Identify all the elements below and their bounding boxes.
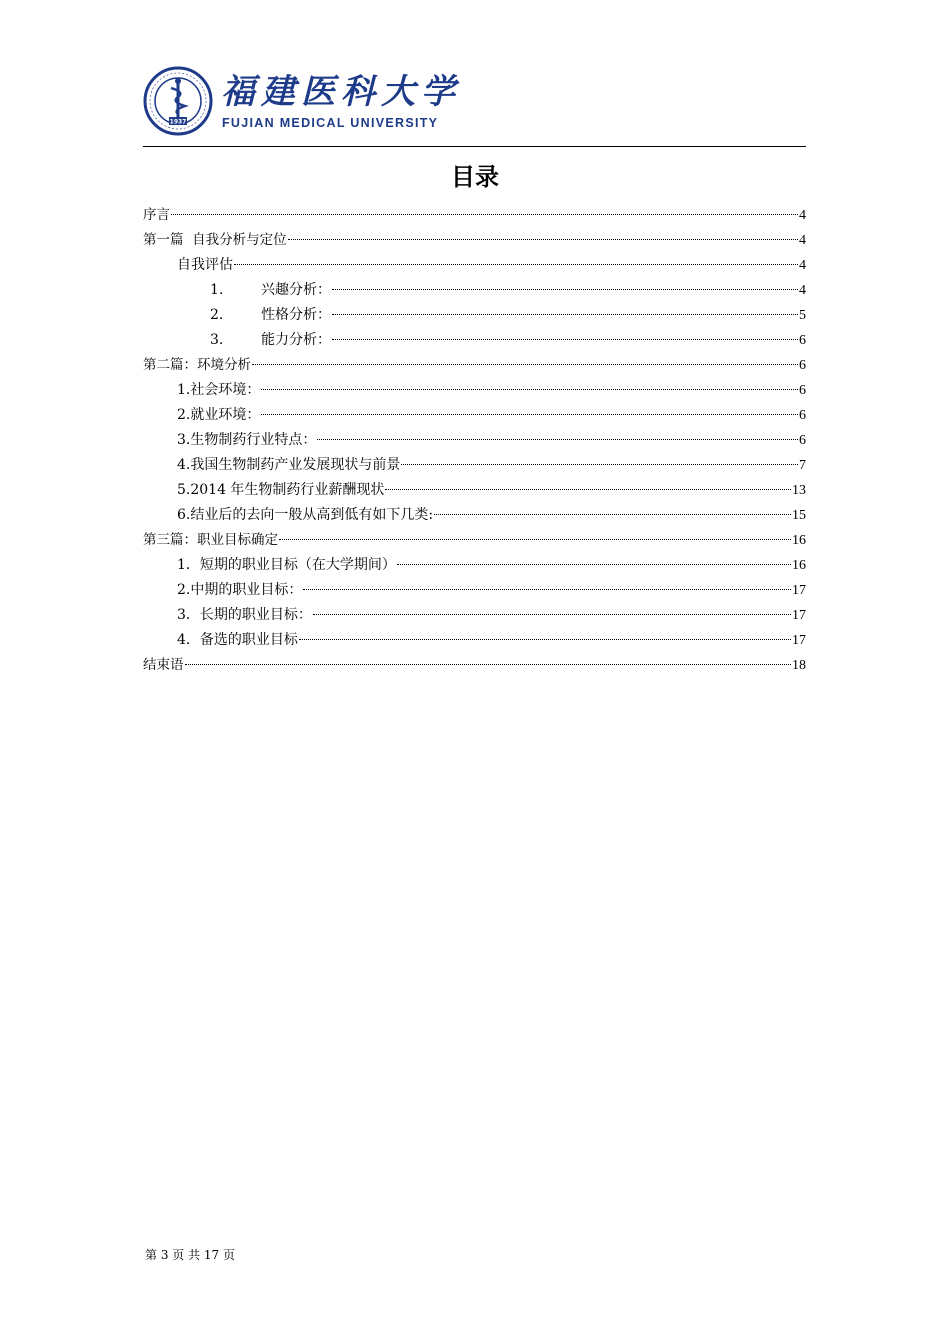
table-of-contents (143, 203, 806, 678)
toc-entry-label: 2.中期的职业目标： (177, 582, 303, 598)
dot-leader (234, 264, 798, 265)
toc-entry-number: 3. (210, 332, 224, 348)
toc-entry-page: 4 (799, 233, 806, 248)
toc-entry-page: 15 (792, 508, 806, 523)
toc-entry-label: 第一篇 自我分析与定位 (143, 232, 287, 248)
toc-entry-page: 18 (792, 658, 806, 673)
toc-entry[interactable] (143, 453, 806, 478)
toc-entry[interactable] (143, 603, 806, 628)
dot-leader (185, 664, 792, 665)
toc-entry-page: 4 (799, 283, 806, 298)
toc-entry-page: 5 (799, 308, 806, 323)
toc-entry-label: 1.社会环境： (177, 382, 261, 398)
toc-entry-label: 性格分析： (261, 307, 331, 323)
toc-entry-label: 4．备选的职业目标 (177, 632, 298, 648)
dot-leader (332, 289, 798, 290)
toc-entry-label: 4.我国生物制药产业发展现状与前景 (177, 457, 401, 473)
toc-entry-page: 6 (799, 383, 806, 398)
toc-entry-label: 自我评估 (177, 257, 233, 273)
toc-entry-label: 3.生物制药行业特点： (177, 432, 317, 448)
toc-entry-page: 4 (799, 258, 806, 273)
dot-leader (401, 464, 798, 465)
dot-leader (261, 389, 798, 390)
dot-leader (332, 339, 798, 340)
page-footer: 第 3 页 共 17 页 (145, 1248, 235, 1262)
dot-leader (434, 514, 791, 515)
toc-entry-page: 7 (799, 458, 806, 473)
toc-entry-label: 2.就业环境： (177, 407, 261, 423)
dot-leader (261, 414, 798, 415)
toc-entry-label: 第二篇：环境分析 (143, 357, 251, 373)
page-title: 目录 (451, 163, 499, 191)
dot-leader (171, 214, 798, 215)
toc-entry-page: 4 (799, 208, 806, 223)
dot-leader (313, 614, 791, 615)
toc-entry[interactable] (143, 278, 806, 303)
toc-entry[interactable] (143, 353, 806, 378)
header-divider (143, 146, 806, 147)
page-header (143, 66, 806, 144)
dot-leader (385, 489, 791, 490)
toc-entry-page: 6 (799, 333, 806, 348)
toc-entry[interactable] (143, 628, 806, 653)
toc-entry[interactable] (143, 428, 806, 453)
university-name-english: FUJIAN MEDICAL UNIVERSITY (222, 116, 439, 130)
toc-entry-page: 13 (792, 483, 806, 498)
toc-entry-label: 序言 (143, 207, 170, 223)
dot-leader (317, 439, 798, 440)
toc-entry-label: 3．长期的职业目标： (177, 607, 312, 623)
dot-leader (288, 239, 798, 240)
toc-entry-number: 1. (210, 282, 224, 298)
dot-leader (252, 364, 798, 365)
toc-entry[interactable] (143, 403, 806, 428)
dot-leader (397, 564, 791, 565)
toc-entry-page: 17 (792, 583, 806, 598)
svg-text:1937: 1937 (169, 118, 187, 126)
toc-entry[interactable] (143, 578, 806, 603)
toc-entry-page: 6 (799, 358, 806, 373)
toc-entry[interactable] (143, 528, 806, 553)
toc-entry[interactable] (143, 253, 806, 278)
university-name-chinese: 福建医科大学 (221, 72, 461, 112)
dot-leader (332, 314, 798, 315)
toc-entry-label: 结束语 (143, 657, 184, 673)
toc-entry-label: 1．短期的职业目标（在大学期间） (177, 557, 396, 573)
toc-entry-page: 6 (799, 433, 806, 448)
toc-entry[interactable] (143, 228, 806, 253)
toc-entry-number: 2. (210, 307, 224, 323)
dot-leader (279, 539, 791, 540)
toc-entry[interactable] (143, 328, 806, 353)
toc-entry[interactable] (143, 653, 806, 678)
toc-entry-page: 17 (792, 633, 806, 648)
toc-entry-label: 兴趣分析： (261, 282, 331, 298)
toc-entry-label: 6.结业后的去向一般从高到低有如下几类: (177, 507, 434, 523)
toc-entry-label: 第三篇：职业目标确定 (143, 532, 278, 548)
dot-leader (299, 639, 791, 640)
toc-entry[interactable] (143, 553, 806, 578)
toc-entry-page: 16 (792, 533, 806, 548)
toc-entry[interactable] (143, 303, 806, 328)
toc-entry-page: 16 (792, 558, 806, 573)
toc-entry[interactable] (143, 378, 806, 403)
toc-entry[interactable] (143, 203, 806, 228)
toc-entry[interactable] (143, 503, 806, 528)
dot-leader (303, 589, 791, 590)
toc-entry-page: 6 (799, 408, 806, 423)
toc-entry-label: 5.2014 年生物制药行业薪酬现状 (177, 482, 385, 498)
university-seal-logo (143, 66, 213, 136)
toc-entry[interactable] (143, 478, 806, 503)
toc-entry-label: 能力分析： (261, 332, 331, 348)
toc-entry-page: 17 (792, 608, 806, 623)
